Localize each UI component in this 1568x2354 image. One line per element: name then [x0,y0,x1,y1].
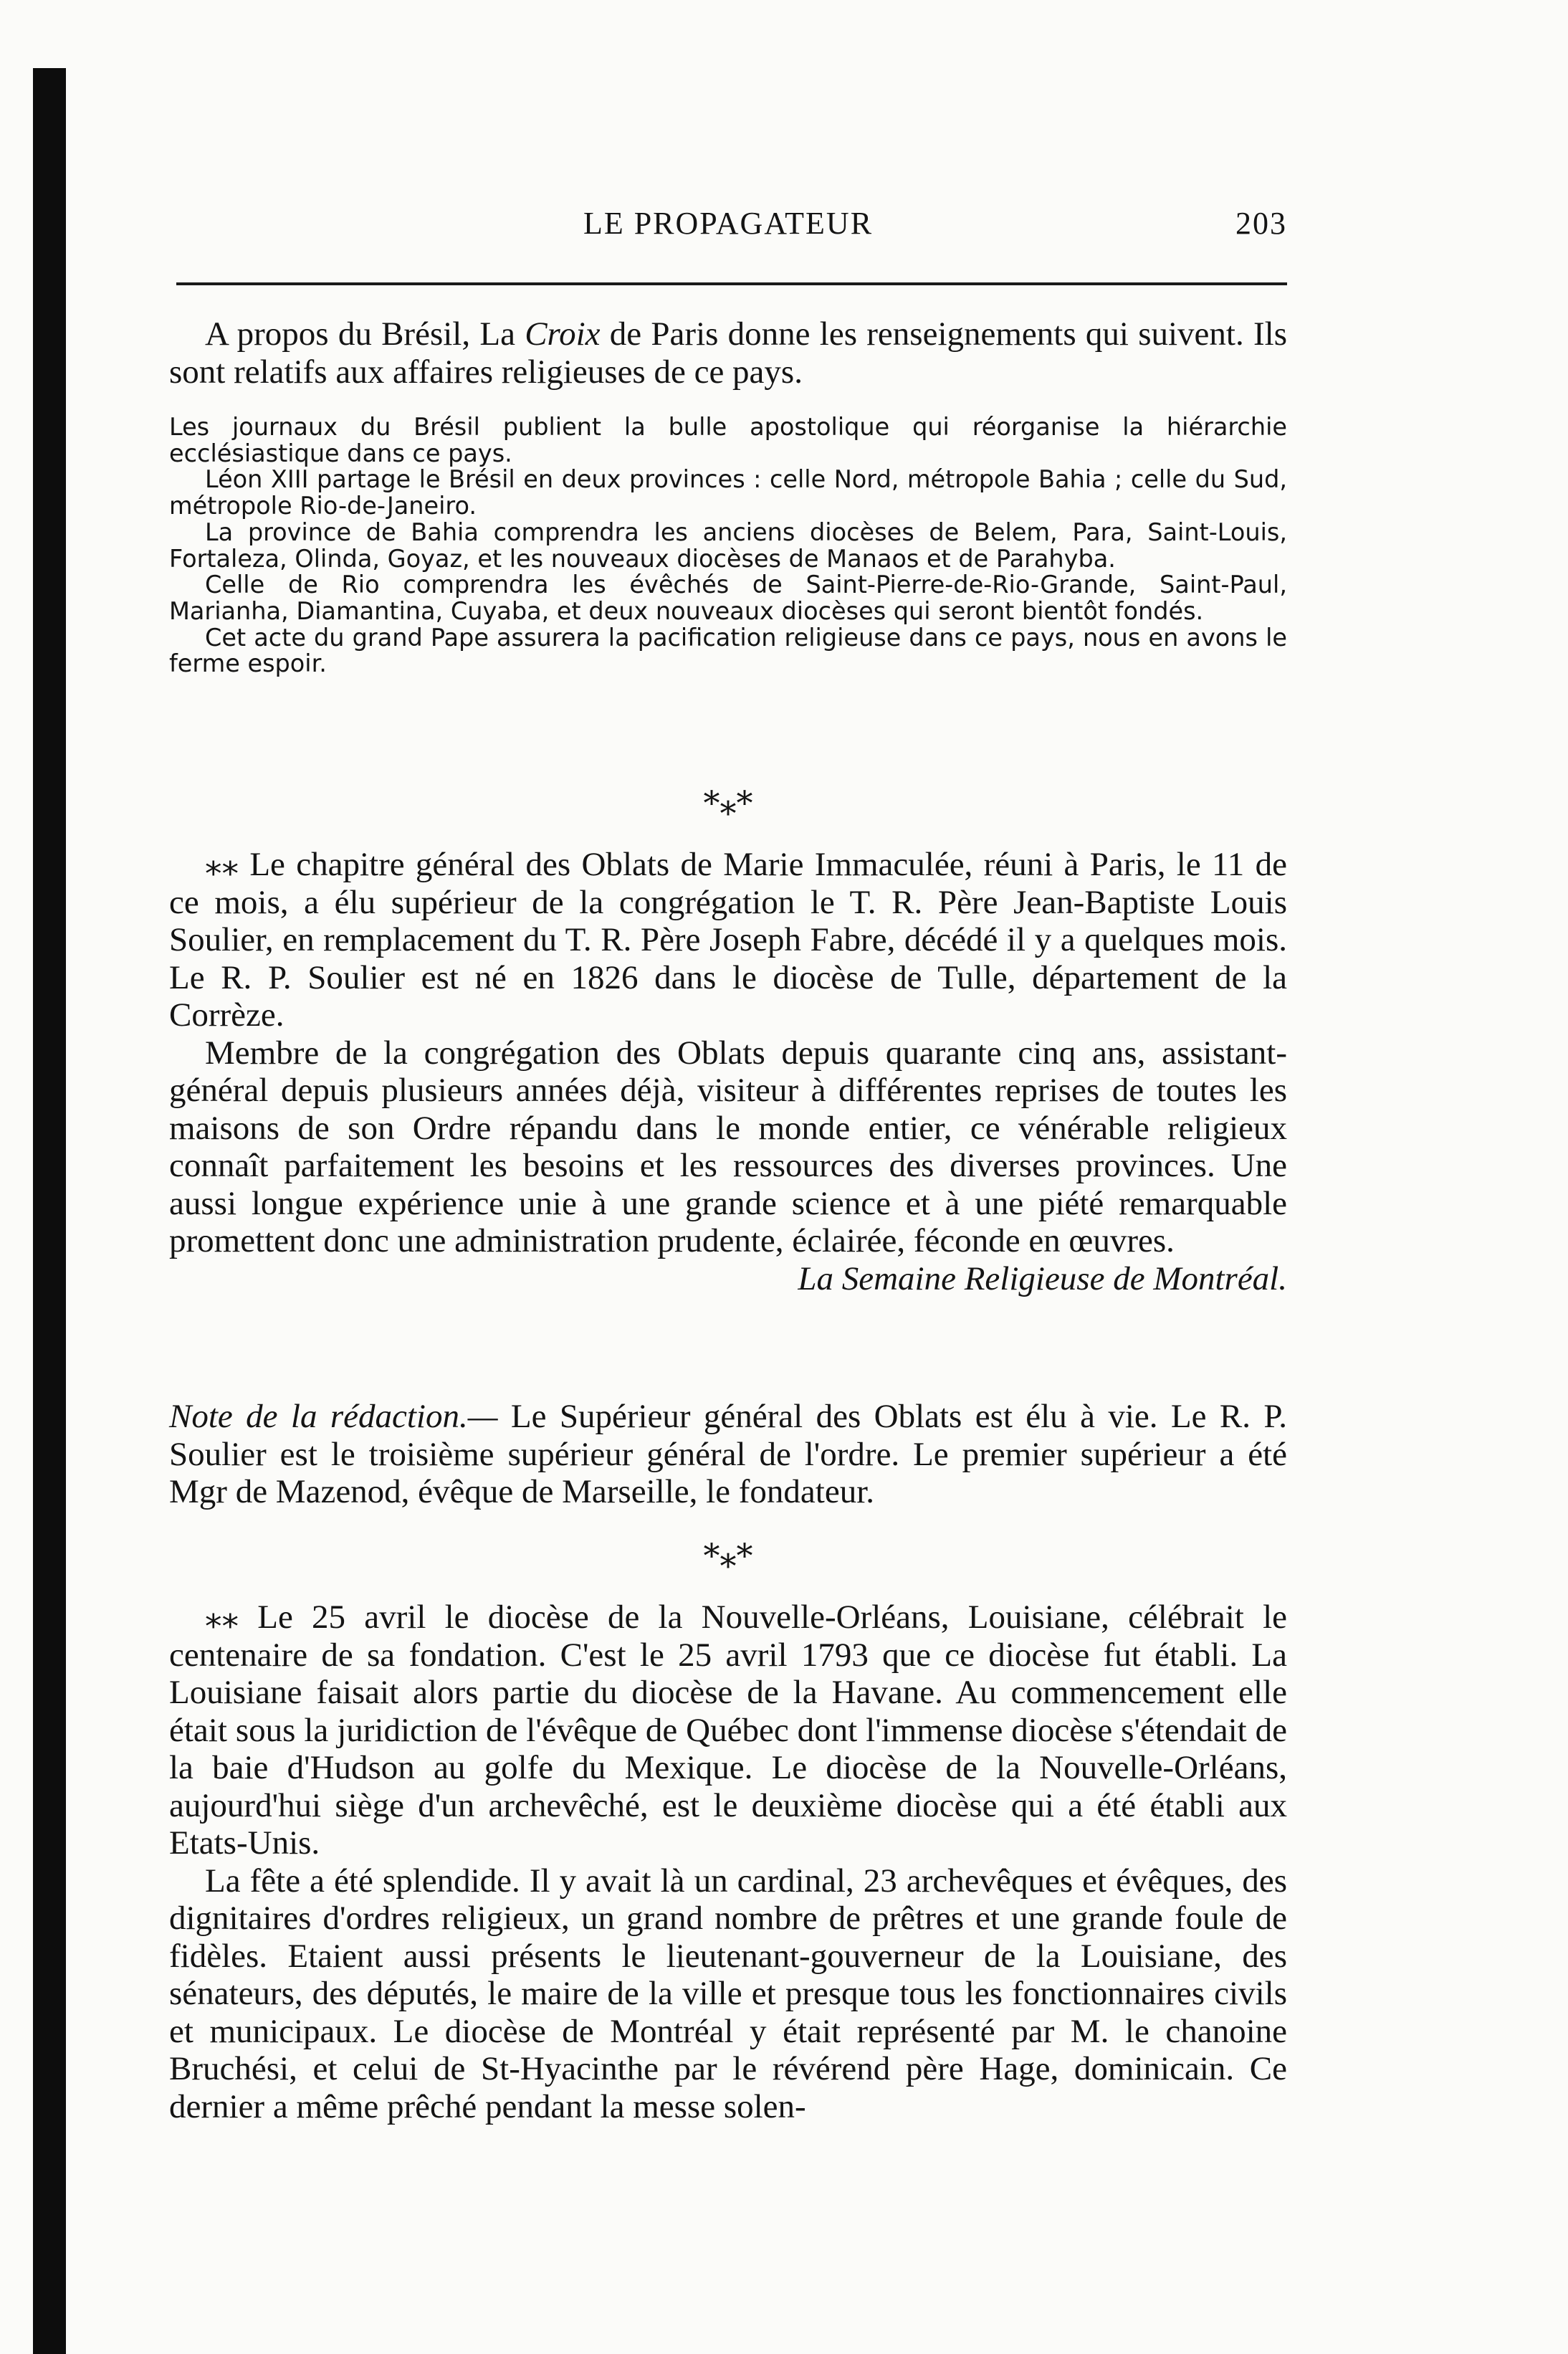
intro-block [169,315,1287,391]
note-label: Note de la rédaction.— [169,1398,498,1435]
oblats-paragraph: Membre de la congrégation des Oblats depuis quarante cinq ans, assistant-général depuis plusieurs années déjà, visiteur à différentes reprises de toutes les maisons de son Ordre répandu dans le monde entier, ce vénérable religieux connaît parfaitement les besoins et les ressources des diverses provinces. Une aussi longue expérience unie à une grande science et à une piété remarquable promettent donc une administration prudente, éclairée, féconde en œuvres. [169,1034,1287,1259]
bresil-paragraph: Les journaux du Brésil publient la bulle apostolique qui réorganise la hiérarchie ecclésiastique dans ce pays. [169,413,1287,467]
intro-paragraph [169,315,1287,391]
section-separator: *⁎* [703,1536,753,1575]
bresil-paragraph: La province de Bahia comprendra les anciens diocèses de Belem, Para, Saint-Louis, Fortaleza, Olinda, Goyaz, et les nouveaux diocèses de Manaos et de Parahyba. [169,518,1287,573]
note-block [169,1398,1287,1511]
note-text: Le Supérieur général des Oblats est élu à vie. Le R. P. Soulier est le troisième supérieur général de l'ordre. Le premier supérieur a été Mgr de Mazenod, évêque de Marseille, le fondateur. [169,1398,1288,1510]
book-spine-shadow [33,68,66,2354]
bresil-block [169,414,1287,677]
bresil-paragraph: Cet acte du grand Pape assurera la pacification religieuse dans ce pays, nous en avons le ferme espoir. [169,623,1287,678]
editor-note [169,1398,1287,1511]
orleans-paragraph [169,1598,1287,1862]
running-title: LE PROPAGATEUR [583,206,874,241]
section-separator: *⁎* [703,783,753,822]
asterism: ⁎⁎ [205,846,239,883]
oblats-block [169,846,1287,1297]
header-rule [176,282,1287,285]
bresil-paragraph: Celle de Rio comprendra les évêchés de Saint-Pierre-de-Rio-Grande, Saint-Paul, Marianha, Diamantina, Cuyaba, et deux nouveaux diocèses qui seront bientôt fondés. [169,571,1287,625]
page-number: 203 [1235,206,1287,241]
bresil-paragraph: Léon XIII partage le Brésil en deux provinces : celle Nord, métropole Bahia ; celle du Sud, métropole Rio-de-Janeiro. [169,465,1287,520]
source-credit: La Semaine Religieuse de Montréal. [798,1259,1287,1297]
orleans-paragraph: La fête a été splendide. Il y avait là un cardinal, 23 archevêques et évêques, des dignitaires d'ordres religieux, un grand nombre de prêtres et une grande foule de fidèles. Etaient aussi présents le lieutenant-gouverneur de la Louisiane, des sénateurs, des députés, le maire de la ville et presque tous les fonctionnaires civils et municipaux. Le diocèse de Montréal y était représenté par M. le chanoine Bruchési, et celui de St-Hyacinthe par le révérend père Hage, dominicain. Ce dernier a même prêché pendant la messe solen- [169,1862,1287,2125]
orleans-text: Le 25 avril le diocèse de la Nouvelle-Orléans, Louisiane, célébrait le centenaire de sa fondation. C'est le 25 avril 1793 que ce diocèse fut établi. La Louisiane faisait alors partie du diocèse de la Havane. Au commencement elle était sous la juridiction de l'évêque de Québec dont l'immense diocèse s'étendait de la baie d'Hudson au golfe du Mexique. Le diocèse de la Nouvelle-Orléans, aujourd'hui siège d'un archevêché, est le deuxième diocèse qui a été établi aux Etats-Unis. [169,1598,1287,1862]
asterism: ⁎⁎ [205,1598,239,1636]
running-header [169,205,1287,248]
intro-text-before: A propos du Brésil, La [205,315,525,353]
oblats-paragraph [169,846,1287,1034]
orleans-block [169,1598,1287,2125]
intro-text-after: de Paris donne les renseignements qui suivent. Ils sont relatifs aux affaires religieuses de ce pays. [169,315,1287,391]
oblats-text: Le chapitre général des Oblats de Marie Immaculée, réuni à Paris, le 11 de ce mois, a élu supérieur de la congrégation le T. R. Père Jean-Baptiste Louis Soulier, en remplacement du T. R. Père Joseph Fabre, décédé il y a quelques mois. Le R. P. Soulier est né en 1826 dans le diocèse de Tulle, département de la Corrèze. [169,846,1287,1034]
intro-source-title: Croix [525,315,601,353]
